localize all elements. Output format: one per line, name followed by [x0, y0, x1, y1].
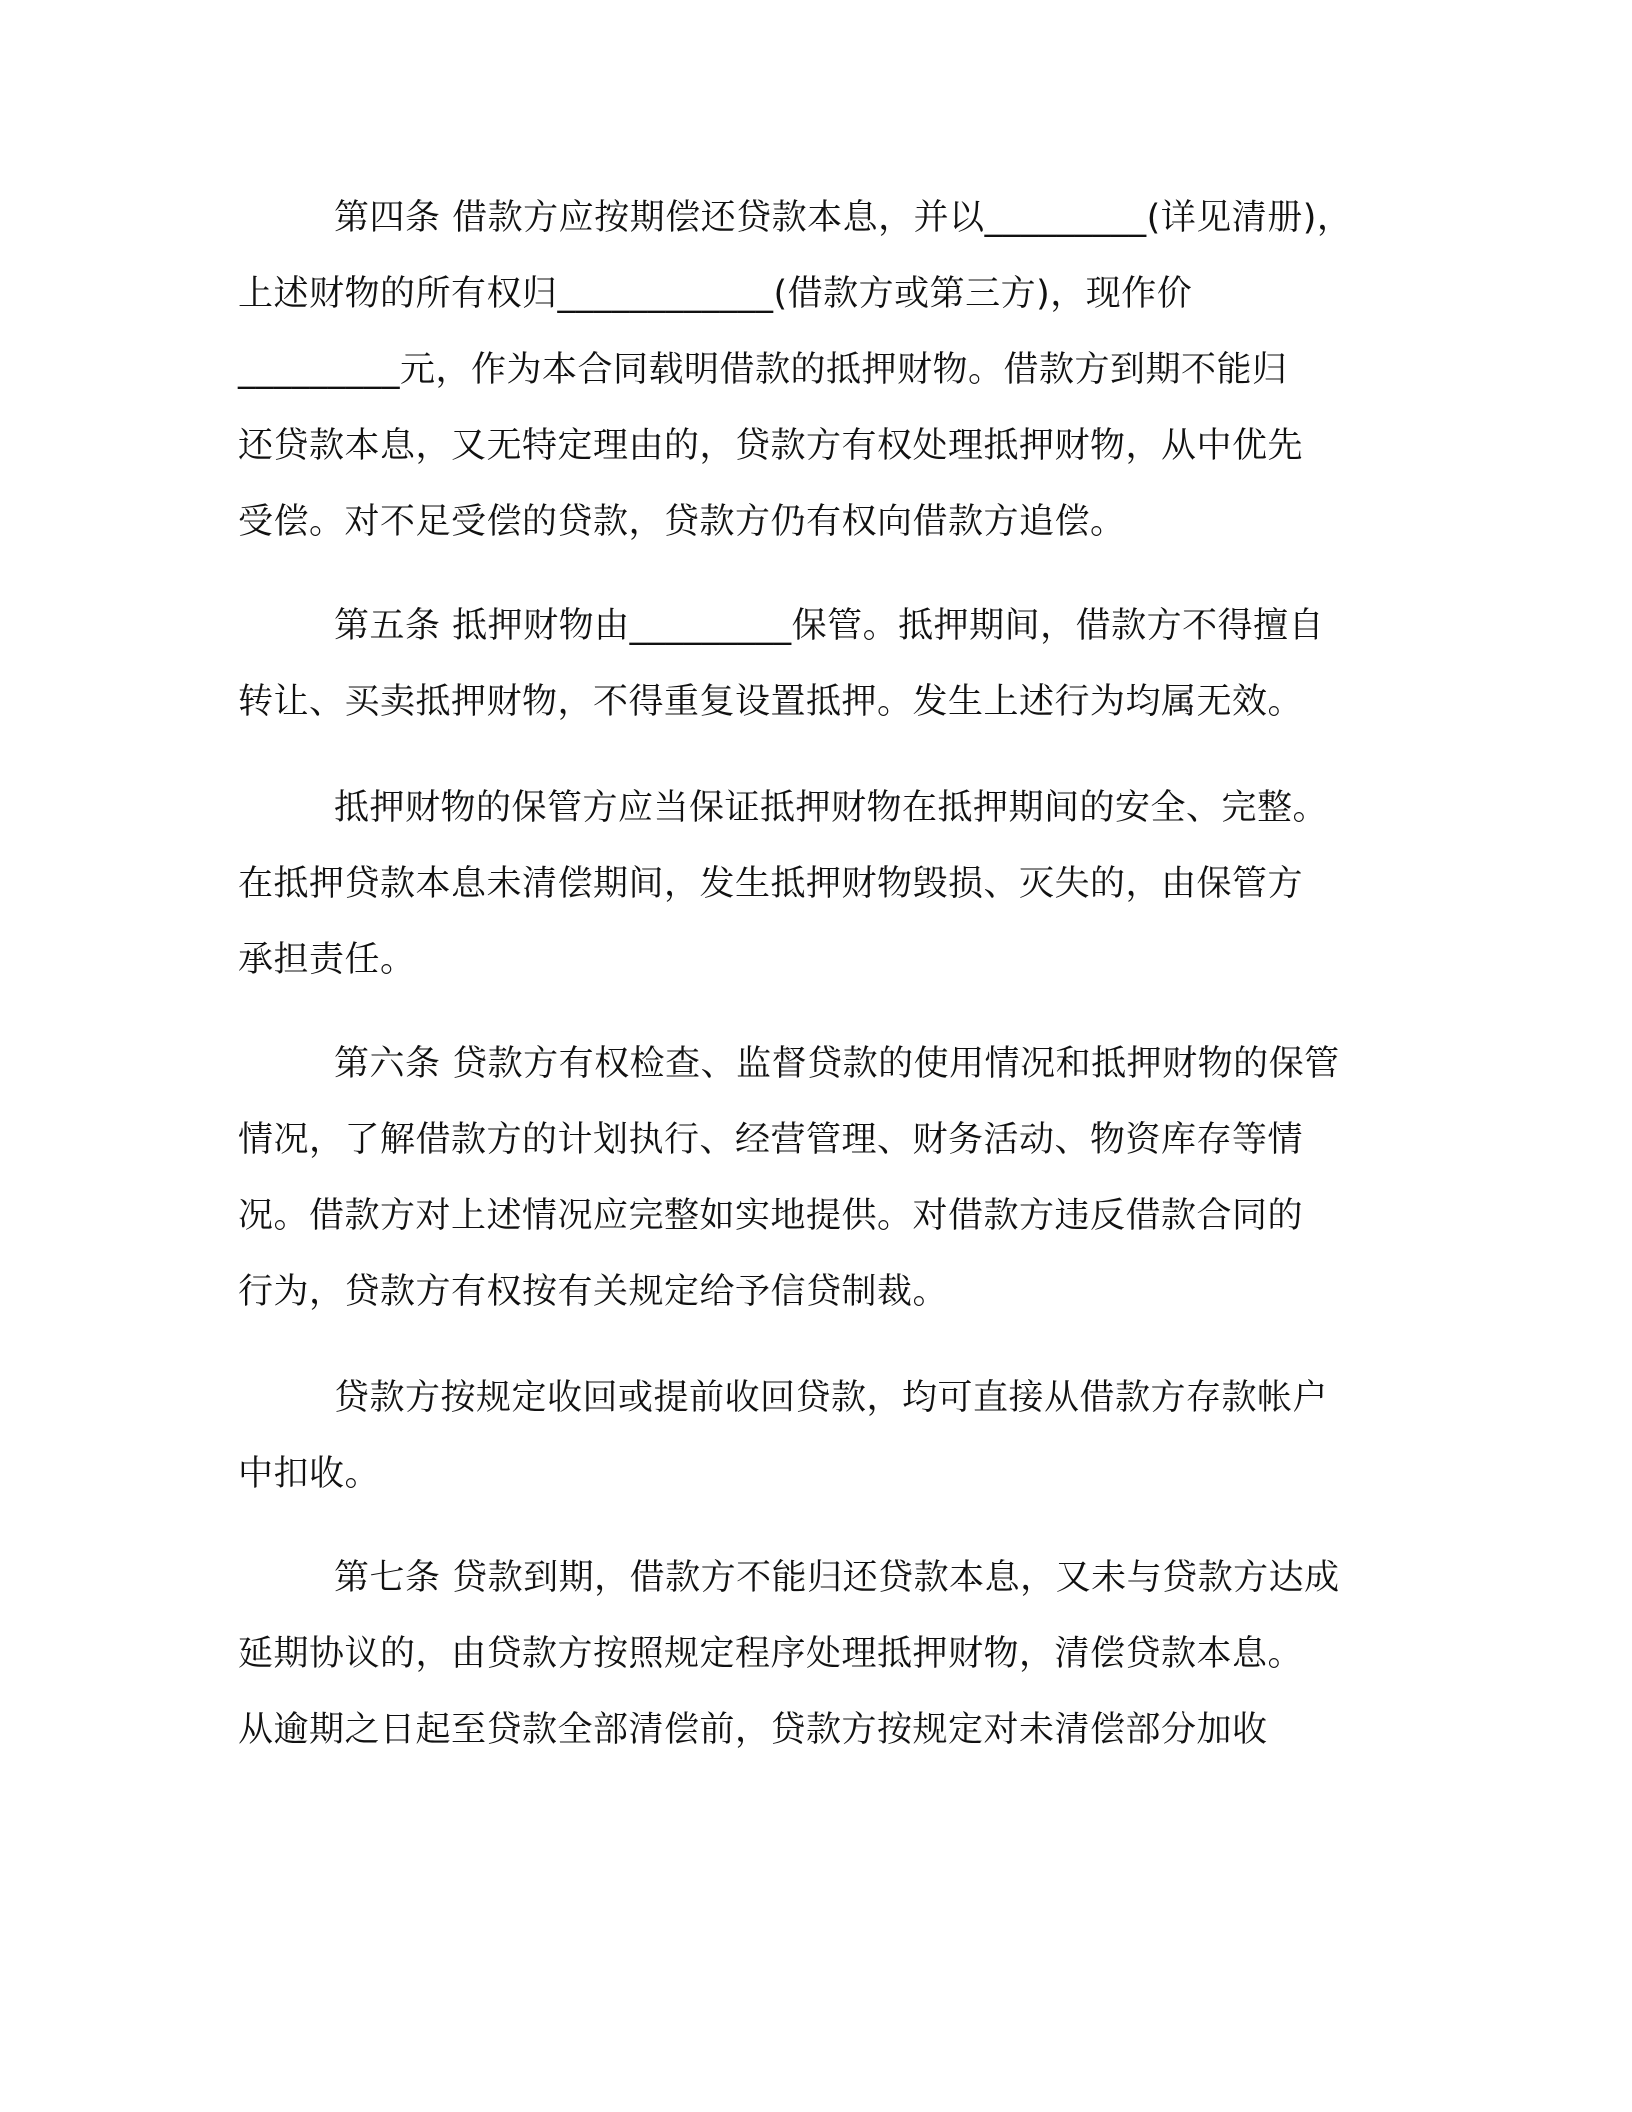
article-6-line-4: 行为，贷款方有权按有关规定给予信贷制裁。 [238, 1272, 949, 1312]
article-4-line-3: _________元，作为本合同载明借款的抵押财物。借款方到期不能归 [238, 350, 1288, 390]
custody-line-1: 抵押财物的保管方应当保证抵押财物在抵押期间的安全、完整。 [334, 788, 1329, 828]
article-7-line-1: 第七条 贷款到期，借款方不能归还贷款本息，又未与贷款方达成 [334, 1558, 1340, 1598]
article-7-line-2: 延期协议的，由贷款方按照规定程序处理抵押财物，清偿贷款本息。 [238, 1634, 1304, 1674]
recovery-line-2: 中扣收。 [238, 1454, 381, 1494]
article-5-line-2: 转让、买卖抵押财物，不得重复设置抵押。发生上述行为均属无效。 [238, 682, 1304, 722]
article-6-line-2: 情况，了解借款方的计划执行、经营管理、财务活动、物资库存等情 [238, 1120, 1304, 1160]
article-5-line-1: 第五条 抵押财物由_________保管。抵押期间，借款方不得擅自 [334, 606, 1325, 646]
recovery-line-1: 贷款方按规定收回或提前收回贷款，均可直接从借款方存款帐户 [334, 1378, 1329, 1418]
article-6-line-3: 况。借款方对上述情况应完整如实地提供。对借款方违反借款合同的 [238, 1196, 1304, 1236]
custody-line-2: 在抵押贷款本息未清偿期间，发生抵押财物毁损、灭失的，由保管方 [238, 864, 1304, 904]
article-4-line-5: 受偿。对不足受偿的贷款，贷款方仍有权向借款方追偿。 [238, 502, 1126, 542]
article-7-line-3: 从逾期之日起至贷款全部清偿前，贷款方按规定对未清偿部分加收 [238, 1710, 1268, 1750]
article-4-line-4: 还贷款本息，又无特定理由的，贷款方有权处理抵押财物，从中优先 [238, 426, 1304, 466]
article-4-line-2: 上述财物的所有权归____________(借款方或第三方)，现作价 [238, 274, 1193, 314]
custody-line-3: 承担责任。 [238, 940, 416, 980]
article-4-line-1: 第四条 借款方应按期偿还贷款本息，并以_________(详见清册)， [334, 198, 1353, 238]
article-6-line-1: 第六条 贷款方有权检查、监督贷款的使用情况和抵押财物的保管 [334, 1044, 1340, 1084]
